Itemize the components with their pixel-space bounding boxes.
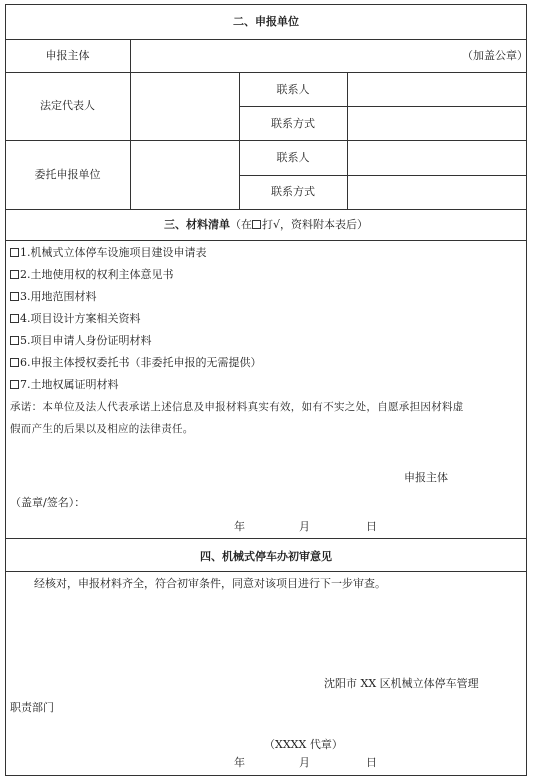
date-month-label: 月 [299, 520, 310, 533]
divider [5, 140, 527, 141]
material-item-label: 4.项目设计方案相关资料 [20, 312, 141, 325]
signature-seal-label: （盖章/签名）： [10, 496, 86, 509]
seal-note: （XXXX 代章） [264, 738, 343, 751]
section4-title: 四、机械式停车办初审意见 [200, 550, 332, 563]
material-item-label: 7.土地权属证明材料 [20, 378, 119, 391]
review-date-day-label: 日 [366, 756, 377, 769]
divider [5, 72, 527, 73]
material-item-label: 2.土地使用权的权利主体意见书 [20, 268, 174, 281]
checkbox[interactable] [10, 314, 19, 323]
material-item[interactable] [10, 268, 174, 282]
legal-rep-contact-method-label: 联系方式 [271, 117, 315, 130]
section3-title-note-suffix: 打√，资料附本表后） [261, 218, 368, 231]
divider [239, 175, 527, 176]
material-item-label: 3.用地范围材料 [20, 290, 97, 303]
legal-rep-contact-person-label: 联系人 [276, 83, 310, 96]
section3-title-note-prefix: （在 [229, 218, 252, 231]
review-opinion: 经核对，申报材料齐全，符合初审条件，同意对该项目进行下一步审查。 [34, 577, 386, 590]
date-year-label: 年 [234, 520, 245, 533]
divider [5, 240, 527, 241]
material-item[interactable] [10, 290, 97, 304]
applicant-seal-note: （加盖公章） [462, 49, 528, 62]
divider [5, 39, 527, 40]
section3-title-main: 三、材料清单 [163, 218, 230, 231]
material-item-label: 5.项目申请人身份证明材料 [20, 334, 152, 347]
agent-contact-person-label: 联系人 [276, 151, 310, 164]
signature-applicant-label: 申报主体 [404, 471, 448, 484]
applicant-label: 申报主体 [45, 49, 90, 62]
review-date-month-label: 月 [299, 756, 310, 769]
department-line1: 沈阳市 XX 区机械立体停车管理 [324, 677, 479, 690]
checkbox[interactable] [10, 248, 19, 257]
material-item[interactable] [10, 246, 207, 260]
legal-rep-label: 法定代表人 [40, 99, 95, 112]
material-item[interactable] [10, 334, 152, 348]
review-date-year-label: 年 [234, 756, 245, 769]
checkbox[interactable] [10, 358, 19, 367]
checkbox[interactable] [10, 336, 19, 345]
divider [5, 538, 527, 539]
checkbox[interactable] [10, 292, 19, 301]
material-item[interactable] [10, 356, 262, 370]
divider [5, 571, 527, 572]
material-item[interactable] [10, 378, 119, 392]
checkbox[interactable] [10, 380, 19, 389]
date-day-label: 日 [366, 520, 377, 533]
material-item-label: 1.机械式立体停车设施项目建设申请表 [20, 246, 207, 259]
divider [347, 72, 348, 209]
checkbox-icon [252, 220, 261, 229]
divider [5, 209, 527, 210]
section2-title: 二、申报单位 [233, 15, 299, 28]
divider [239, 106, 527, 107]
agent-label: 委托申报单位 [34, 168, 101, 181]
material-item[interactable] [10, 312, 141, 326]
checkbox[interactable] [10, 270, 19, 279]
material-item-label: 6.申报主体授权委托书（非委托申报的无需提供） [20, 356, 262, 369]
promise-text-line1: 承诺：本单位及法人代表承诺上述信息及申报材料真实有效，如有不实之处，自愿承担因材料虚 [10, 401, 464, 413]
promise-text-line2: 假而产生的后果以及相应的法律责任。 [10, 423, 194, 435]
section3-title [5, 218, 527, 232]
department-line2: 职责部门 [10, 701, 54, 714]
divider [130, 39, 131, 209]
agent-contact-method-label: 联系方式 [271, 185, 315, 198]
